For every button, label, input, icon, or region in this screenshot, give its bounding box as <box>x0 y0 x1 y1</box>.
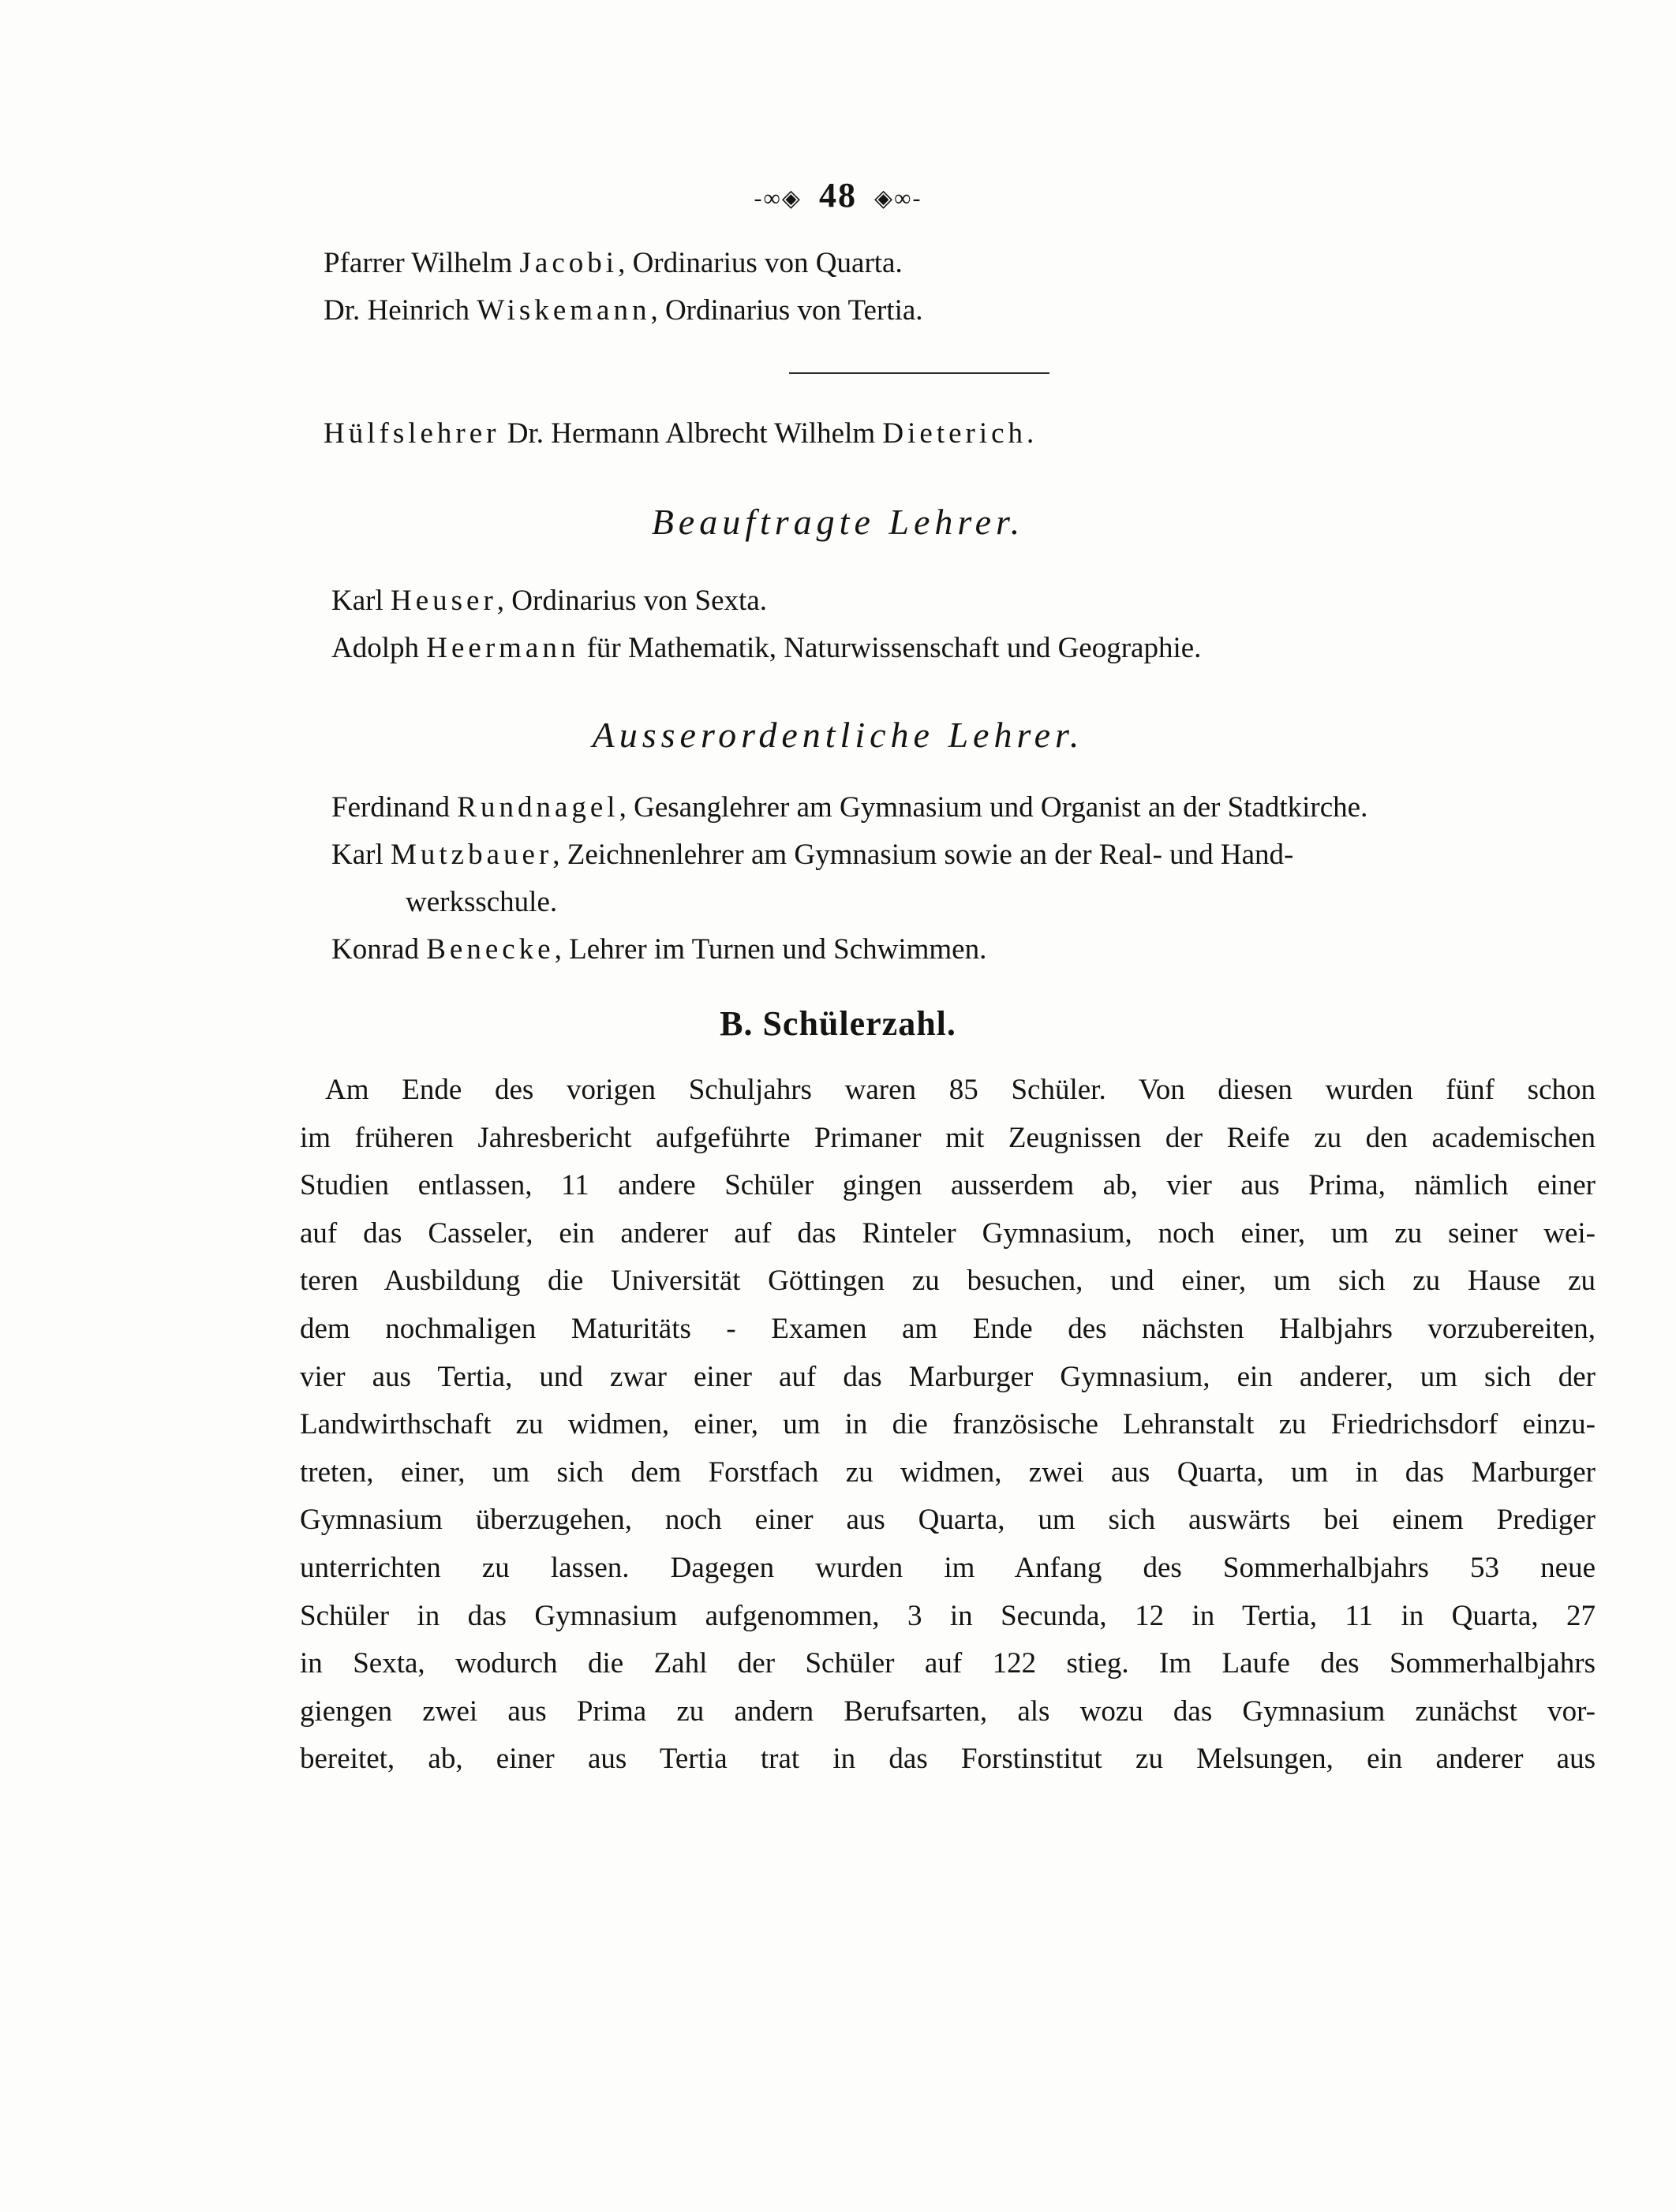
paragraph-line: vier aus Tertia, und zwar einer auf das Marburger Gymnasium, ein anderer, um sich der <box>300 1360 1596 1393</box>
staff-name: Wiskemann <box>477 294 651 327</box>
staff-prefix: Dr. Heinrich <box>324 294 477 327</box>
assistant-name: Dieterich <box>882 417 1027 450</box>
entry-prefix: Karl <box>331 839 391 871</box>
assistant-teacher-line <box>324 417 1034 451</box>
ornament-right-icon: ◈∞- <box>874 185 922 212</box>
paragraph-line: Schüler in das Gymnasium aufgenommen, 3 in Secunda, 12 in Tertia, 11 in Quarta, 27 <box>300 1599 1596 1632</box>
entry-prefix: Adolph <box>331 632 427 664</box>
page-number-value: 48 <box>819 176 857 215</box>
staff-name: Jacobi <box>519 247 619 279</box>
paragraph-line: bereitet, ab, einer aus Tertia trat in das Forstinstitut zu Melsungen, ein anderer aus <box>300 1743 1596 1776</box>
entry-suffix: , Lehrer im Turnen und Schwimmen. <box>554 933 987 966</box>
paragraph-line: unterrichten zu lassen. Dagegen wurden im Anfang des Sommerhalbjahrs 53 neue <box>300 1551 1596 1584</box>
paragraph-line: teren Ausbildung die Universität Göttingen zu besuchen, und einer, um sich zu Hause zu <box>300 1265 1596 1298</box>
commissioned-entry-heuser <box>331 584 767 618</box>
assistant-suffix: . <box>1027 417 1034 450</box>
staff-line-wiskemann <box>324 293 923 328</box>
entry-suffix: für Mathematik, Naturwissenschaft und Geographie. <box>579 632 1202 664</box>
paragraph-line: treten, einer, um sich dem Forstfach zu widmen, zwei aus Quarta, um in das Marburger <box>300 1455 1596 1489</box>
entry-name: Benecke <box>426 933 555 966</box>
entry-prefix: Karl <box>331 585 391 617</box>
extraordinary-entry-rundnagel <box>331 790 1367 825</box>
extraordinary-entry-mutzbauer <box>331 838 1293 872</box>
paragraph-line: dem nochmaligen Maturitäts - Examen am Ende des nächsten Halbjahrs vorzubereiten, <box>300 1312 1596 1345</box>
page-number <box>0 175 1676 215</box>
entry-suffix: , Zeichnenlehrer am Gymnasium sowie an der Real- und Hand- <box>552 839 1294 871</box>
extraordinary-entry-mutzbauer-continuation: werksschule. <box>406 886 558 918</box>
entry-prefix: Konrad <box>331 933 427 966</box>
ornament-left-icon: -∞◈ <box>754 185 802 212</box>
paragraph-line: giengen zwei aus Prima zu andern Berufsarten, als wozu das Gymnasium zunächst vor- <box>300 1694 1596 1728</box>
entry-suffix: , Gesanglehrer am Gymnasium und Organist an der Stadtkirche. <box>619 791 1368 824</box>
extraordinary-entry-benecke <box>331 932 986 967</box>
paragraph-line: Landwirthschaft zu widmen, einer, um in die französische Lehranstalt zu Friedrichsdorf einzu- <box>300 1408 1596 1441</box>
entry-name: Rundnagel <box>457 791 619 824</box>
assistant-title: Hülfslehrer <box>324 417 500 450</box>
paragraph-line: Studien entlassen, 11 andere Schüler gingen ausserdem ab, vier aus Prima, nämlich einer <box>300 1169 1596 1202</box>
heading-extraordinary-teachers: Ausserordentliche Lehrer. <box>592 715 1084 755</box>
paragraph-line: in Sexta, wodurch die Zahl der Schüler auf 122 stieg. Im Laufe des Sommerhalbjahrs <box>300 1647 1596 1680</box>
section-divider <box>789 372 1049 374</box>
entry-name: Heuser <box>391 585 497 617</box>
entry-suffix: , Ordinarius von Sexta. <box>496 585 767 617</box>
entry-name: Heermann <box>426 632 580 664</box>
assistant-given-names: Dr. Hermann Albrecht Wilhelm <box>499 417 883 450</box>
student-numbers-paragraph <box>300 1067 1596 1784</box>
staff-prefix: Pfarrer Wilhelm <box>324 247 520 279</box>
paragraph-line: Gymnasium überzugehen, noch einer aus Quarta, um sich auswärts bei einem Prediger <box>300 1504 1596 1537</box>
paragraph-line: im früheren Jahresbericht aufgeführte Primaner mit Zeugnissen der Reife zu den academischen <box>300 1121 1596 1154</box>
entry-name: Mutzbauer <box>391 839 553 871</box>
heading-student-numbers: B. Schülerzahl. <box>720 1004 956 1043</box>
entry-prefix: Ferdinand <box>331 791 458 824</box>
heading-commissioned-teachers: Beauftragte Lehrer. <box>651 502 1025 542</box>
paragraph-line: Am Ende des vorigen Schuljahrs waren 85 Schüler. Von diesen wurden fünf schon <box>325 1074 1596 1106</box>
staff-suffix: , Ordinarius von Quarta. <box>618 247 903 279</box>
staff-suffix: , Ordinarius von Tertia. <box>650 294 923 327</box>
paragraph-line: auf das Casseler, ein anderer auf das Rinteler Gymnasium, noch einer, um zu seiner wei- <box>300 1216 1596 1250</box>
commissioned-entry-heermann <box>331 631 1201 666</box>
staff-line-jacobi <box>324 246 903 281</box>
